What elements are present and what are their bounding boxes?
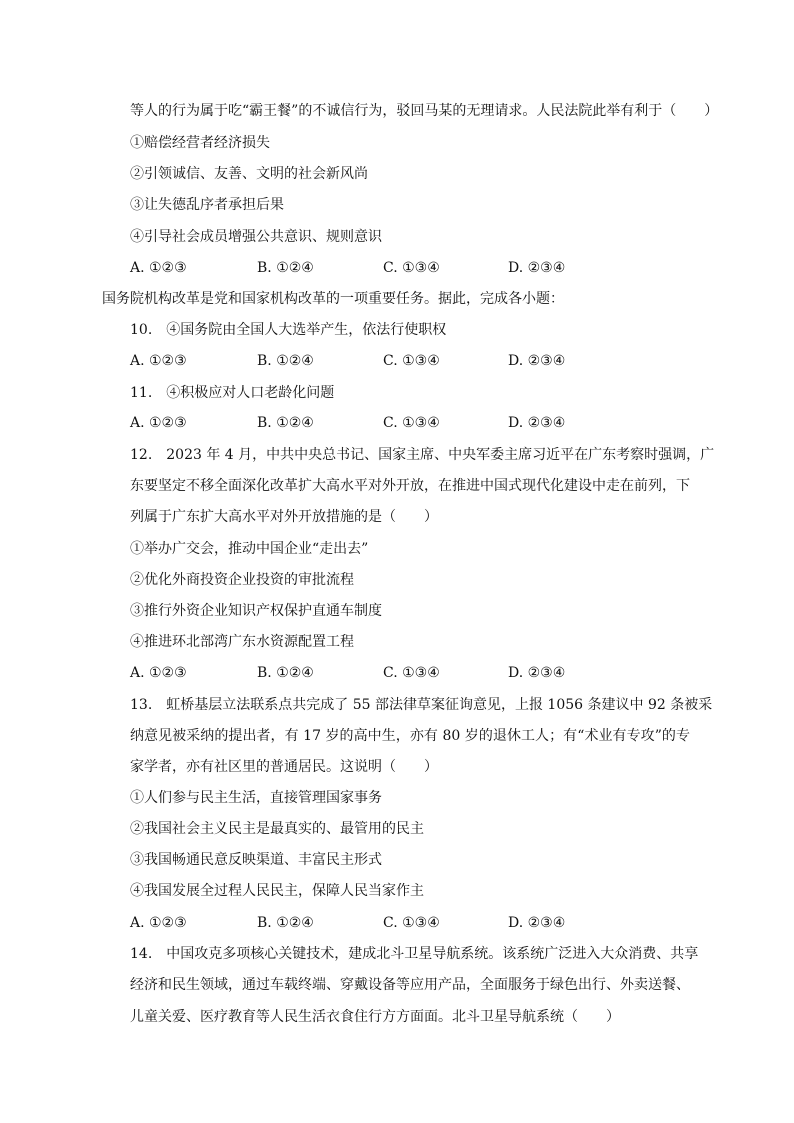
q9-stem-tail: 等人的行为属于吃“霸王餐”的不诚信行为，驳回马某的无理请求。人民法院此举有利于（ ） (130, 103, 719, 119)
q10-options (130, 352, 590, 370)
option-d[interactable]: D. ②③④ (508, 415, 566, 431)
option-c[interactable]: C. ①③④ (383, 915, 440, 931)
q14-stem-line-3: 儿童关爱、医疗教育等人民生活衣食住行方方面面。北斗卫星导航系统（ ） (130, 1009, 620, 1025)
option-d[interactable]: D. ②③④ (508, 665, 566, 681)
option-b[interactable]: B. ①②④ (257, 260, 314, 276)
q13-item-1: ①人们参与民主生活，直接管理国家事务 (130, 790, 382, 806)
q9-options (130, 259, 590, 277)
q13-stem-line-2: 纳意见被采纳的提出者，有 17 岁的高中生，亦有 80 岁的退休工人；有“术业有专攻”的专 (130, 728, 690, 744)
q13-item-4: ④我国发展全过程人民民主，保障人民当家作主 (130, 883, 424, 899)
q13-item-2: ②我国社会主义民主是最真实的、最管用的民主 (130, 821, 424, 837)
option-a[interactable]: A. ①②③ (130, 915, 187, 931)
option-c[interactable]: C. ①③④ (383, 665, 440, 681)
q12-stem-line-1: 12. 2023 年 4 月，中共中央总书记、国家主席、中央军委主席习近平在广东考察时强调，广 (130, 447, 715, 463)
q9-item-4: ④引导社会成员增强公共意识、规则意识 (130, 229, 382, 245)
q13-item-3: ③我国畅通民意反映渠道、丰富民主形式 (130, 852, 382, 868)
option-d[interactable]: D. ②③④ (508, 915, 566, 931)
option-b[interactable]: B. ①②④ (257, 915, 314, 931)
q13-stem-line-1: 13. 虹桥基层立法联系点共完成了 55 部法律草案征询意见，上报 1056 条建议中 92 条被采 (130, 697, 713, 713)
option-a[interactable]: A. ①②③ (130, 260, 187, 276)
q11-options (130, 414, 590, 432)
option-a[interactable]: A. ①②③ (130, 665, 187, 681)
q13-stem-line-3: 家学者，亦有社区里的普通居民。这说明（ ） (130, 759, 438, 775)
q13-options (130, 914, 590, 932)
q9-item-2: ②引领诚信、友善、文明的社会新风尚 (130, 166, 368, 182)
q9-item-1: ①赔偿经营者经济损失 (130, 135, 270, 151)
q10-stem: 10. ④国务院由全国人大选举产生，依法行使职权 (130, 322, 447, 338)
q9-item-3: ③让失德乱序者承担后果 (130, 197, 284, 213)
q12-item-2: ②优化外商投资企业投资的审批流程 (130, 572, 354, 588)
q12-options (130, 664, 590, 682)
option-b[interactable]: B. ①②④ (257, 665, 314, 681)
q12-stem-line-2: 东要坚定不移全面深化改革扩大高水平对外开放，在推进中国式现代化建设中走在前列，下 (130, 478, 690, 494)
option-c[interactable]: C. ①③④ (383, 353, 440, 369)
q12-item-3: ③推行外资企业知识产权保护直通车制度 (130, 603, 382, 619)
option-d[interactable]: D. ②③④ (508, 260, 566, 276)
q12-item-4: ④推进环北部湾广东水资源配置工程 (130, 634, 354, 650)
option-c[interactable]: C. ①③④ (383, 415, 440, 431)
option-a[interactable]: A. ①②③ (130, 353, 187, 369)
option-d[interactable]: D. ②③④ (508, 353, 566, 369)
option-b[interactable]: B. ①②④ (257, 415, 314, 431)
group-intro: 国务院机构改革是党和国家机构改革的一项重要任务。据此，完成各小题： (102, 291, 564, 307)
option-c[interactable]: C. ①③④ (383, 260, 440, 276)
option-a[interactable]: A. ①②③ (130, 415, 187, 431)
q14-stem-line-1: 14. 中国攻克多项核心关键技术，建成北斗卫星导航系统。该系统广泛进入大众消费、共享 (130, 946, 699, 962)
q12-stem-line-3: 列属于广东扩大高水平对外开放措施的是（ ） (130, 509, 438, 525)
q14-stem-line-2: 经济和民生领域，通过车载终端、穿戴设备等应用产品，全面服务于绿色出行、外卖送餐、 (130, 977, 690, 993)
q11-stem: 11. ④积极应对人口老龄化问题 (130, 385, 335, 401)
option-b[interactable]: B. ①②④ (257, 353, 314, 369)
q12-item-1: ①举办广交会，推动中国企业“走出去” (130, 541, 369, 557)
